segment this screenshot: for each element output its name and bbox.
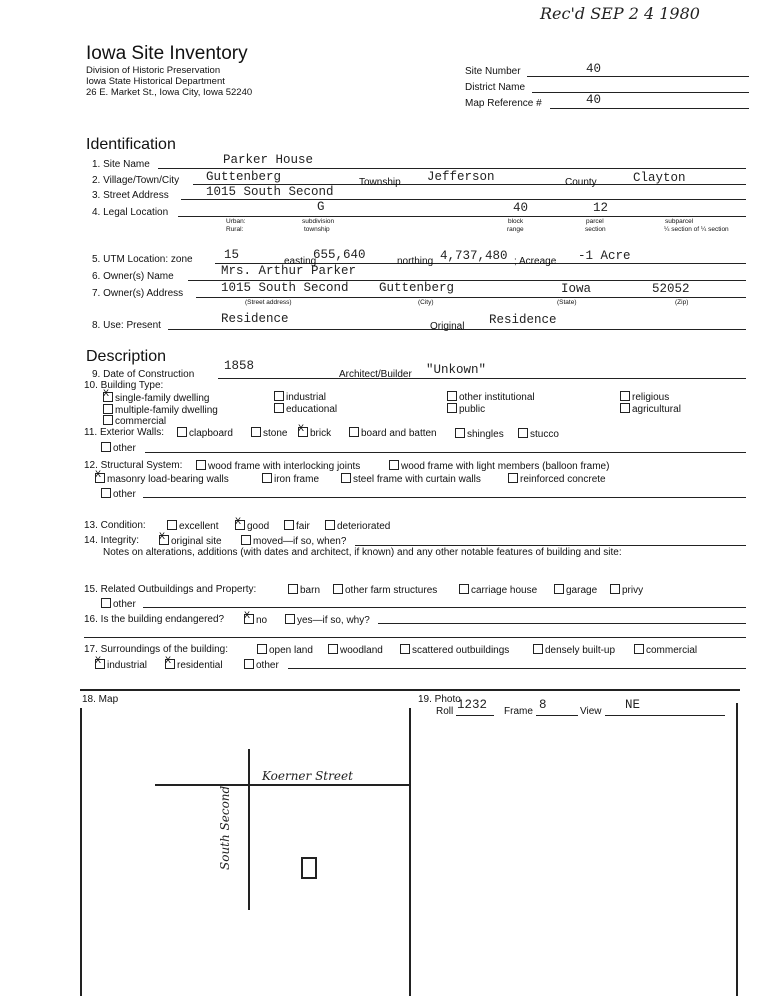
owner-city-value: Guttenberg	[379, 281, 455, 295]
block-label: block	[508, 218, 524, 225]
o-other[interactable]: other	[101, 598, 136, 610]
w-brick[interactable]: X brick	[298, 427, 331, 439]
s-masonry[interactable]: Xmasonry load-bearing walls	[95, 473, 229, 485]
other-institutional-checkbox[interactable]	[447, 391, 457, 401]
utm-zone-value: 15	[224, 248, 240, 262]
structural-other-checkbox[interactable]	[101, 488, 111, 498]
bt-single-family[interactable]: Xsingle-family dwelling	[103, 392, 209, 404]
outbuildings-label: 15. Related Outbuildings and Property:	[84, 584, 257, 595]
northing-value: 4,737,480	[440, 249, 508, 263]
state-small-label: (State)	[557, 299, 577, 306]
densely-built-up-checkbox[interactable]	[533, 644, 543, 654]
legal-parcel-value: 12	[593, 201, 609, 215]
street-address-small-label: (Street address)	[245, 299, 292, 306]
barn-checkbox[interactable]	[288, 584, 298, 594]
frame-label: Frame	[504, 706, 533, 717]
legal-subdivision-value: G	[317, 200, 325, 214]
moved-checkbox[interactable]	[241, 535, 251, 545]
quarter-section-label: ¼ section of ¼ section	[664, 226, 729, 233]
photo-label: 19. Photo	[418, 694, 461, 705]
c-fair[interactable]: fair	[284, 520, 310, 532]
s-iron-frame[interactable]: iron frame	[262, 473, 319, 485]
residential-checkbox[interactable]	[165, 659, 175, 669]
map-right-border	[409, 708, 411, 996]
commercial-checkbox[interactable]	[103, 415, 113, 425]
surroundings-other-checkbox[interactable]	[244, 659, 254, 669]
view-value: NE	[625, 698, 641, 712]
endangered-yes-checkbox[interactable]	[285, 614, 295, 624]
reinforced-concrete-checkbox[interactable]	[508, 473, 518, 483]
single-family-checkbox[interactable]	[103, 392, 113, 402]
su-commercial[interactable]: commercial	[634, 644, 697, 656]
view-label: View	[580, 706, 602, 717]
wood-light-checkbox[interactable]	[389, 460, 399, 470]
bt-commercial[interactable]: commercial	[103, 415, 166, 427]
agricultural-checkbox[interactable]	[620, 403, 630, 413]
easting-label: easting	[284, 256, 317, 267]
o-garage[interactable]: garage	[554, 584, 597, 596]
map-reference-label: Map Reference #	[465, 98, 542, 109]
o-carriage-house[interactable]: carriage house	[459, 584, 537, 596]
use-original-value: Residence	[489, 313, 557, 327]
w-stucco[interactable]: stucco	[518, 428, 559, 440]
address-line: 26 E. Market St., Iowa City, Iowa 52240	[86, 87, 253, 98]
exterior-walls-label: 11. Exterior Walls:	[84, 427, 165, 438]
public-checkbox[interactable]	[447, 403, 457, 413]
township-small-label: township	[304, 226, 330, 233]
su-scattered[interactable]: scattered outbuildings	[400, 644, 509, 656]
structural-system-label: 12. Structural System:	[84, 460, 183, 471]
site-name-value: Parker House	[223, 153, 314, 167]
subparcel-label: subparcel	[665, 218, 694, 225]
building-type-label: 10. Building Type:	[84, 380, 164, 391]
i-original-site[interactable]: X original site	[159, 535, 222, 547]
steel-frame-checkbox[interactable]	[341, 473, 351, 483]
range-label: range	[507, 226, 524, 233]
county-label: County	[565, 177, 597, 188]
bt-multiple-family[interactable]: multiple-family dwelling	[103, 404, 218, 416]
e-yes[interactable]: yes—if so, why?	[285, 614, 370, 626]
subdivision-label: subdivision	[302, 218, 335, 225]
garage-checkbox[interactable]	[554, 584, 564, 594]
su-other[interactable]: other	[244, 659, 279, 671]
w-board-batten[interactable]: board and batten	[349, 427, 437, 439]
easting-value: 655,640	[313, 248, 366, 262]
architect-label: Architect/Builder	[339, 369, 412, 380]
bt-public[interactable]: public	[447, 403, 485, 415]
construction-date-label: 9. Date of Construction	[92, 369, 195, 380]
surroundings-commercial-checkbox[interactable]	[634, 644, 644, 654]
bt-agricultural[interactable]: agricultural	[620, 403, 681, 415]
map-reference-value: 40	[586, 93, 602, 107]
township-value: Jefferson	[427, 170, 495, 184]
stucco-checkbox[interactable]	[518, 428, 528, 438]
open-land-checkbox[interactable]	[257, 644, 267, 654]
owner-name-label: 6. Owner(s) Name	[92, 271, 174, 282]
shingles-checkbox[interactable]	[455, 428, 465, 438]
carriage-house-checkbox[interactable]	[459, 584, 469, 594]
educational-checkbox[interactable]	[274, 403, 284, 413]
department-line: Iowa State Historical Department	[86, 76, 225, 87]
deteriorated-checkbox[interactable]	[325, 520, 335, 530]
o-farm-structures[interactable]: other farm structures	[333, 584, 437, 596]
owner-address-label: 7. Owner(s) Address	[92, 288, 184, 299]
scattered-outbuildings-checkbox[interactable]	[400, 644, 410, 654]
e-no[interactable]: X no	[244, 614, 267, 626]
city-small-label: (City)	[418, 299, 434, 306]
utm-label: 5. UTM Location: zone	[92, 254, 193, 265]
site-name-label: 1. Site Name	[92, 159, 150, 170]
wood-interlocking-checkbox[interactable]	[196, 460, 206, 470]
board-batten-checkbox[interactable]	[349, 427, 359, 437]
bt-other-institutional[interactable]: other institutional	[447, 391, 535, 403]
village-label: 2. Village/Town/City	[92, 175, 180, 186]
section-label: section	[585, 226, 606, 233]
county-value: Clayton	[633, 171, 686, 185]
i-moved[interactable]: moved—if so, when?	[241, 535, 346, 547]
south-second-label: South Second	[218, 785, 232, 870]
house-marker-icon	[301, 857, 317, 879]
use-present-label: 8. Use: Present	[92, 320, 161, 331]
legal-location-label: 4. Legal Location	[92, 207, 169, 218]
o-privy[interactable]: privy	[610, 584, 643, 596]
w-stone[interactable]: stone	[251, 427, 287, 439]
condition-label: 13. Condition:	[84, 520, 146, 531]
s-other[interactable]: other	[101, 488, 136, 500]
farm-structures-checkbox[interactable]	[333, 584, 343, 594]
notes-label: Notes on alterations, additions (with dates and architect, if known) and any other notable features of building and site:	[103, 547, 622, 558]
excellent-checkbox[interactable]	[167, 520, 177, 530]
legal-block-value: 40	[513, 201, 529, 215]
w-other[interactable]: other	[101, 442, 136, 454]
use-present-value: Residence	[221, 312, 289, 326]
outbuildings-other-checkbox[interactable]	[101, 598, 111, 608]
o-barn[interactable]: barn	[288, 584, 320, 596]
surroundings-label: 17. Surroundings of the building:	[84, 644, 228, 655]
received-stamp: Rec'd SEP 2 4 1980	[540, 4, 700, 23]
brick-checkbox[interactable]	[298, 427, 308, 437]
s-wood-interlocking[interactable]: wood frame with interlocking joints	[196, 460, 360, 472]
owner-state-value: Iowa	[561, 282, 592, 296]
clapboard-checkbox[interactable]	[177, 427, 187, 437]
woodland-checkbox[interactable]	[328, 644, 338, 654]
acreage-label: ; Acreage	[514, 256, 557, 267]
division-line: Division of Historic Preservation	[86, 65, 221, 76]
district-name-label: District Name	[465, 82, 526, 93]
surroundings-industrial-checkbox[interactable]	[95, 659, 105, 669]
site-number-value: 40	[586, 62, 602, 76]
masonry-checkbox[interactable]	[95, 473, 105, 483]
street-address-value: 1015 South Second	[206, 185, 334, 199]
c-deteriorated[interactable]: deteriorated	[325, 520, 390, 532]
form-title: Iowa Site Inventory	[86, 43, 248, 64]
endangered-no-checkbox[interactable]	[244, 614, 254, 624]
owner-zip-value: 52052	[652, 282, 690, 296]
industrial-checkbox[interactable]	[274, 391, 284, 401]
bt-industrial[interactable]: industrial	[274, 391, 326, 403]
parcel-label: parcel	[586, 218, 604, 225]
original-site-checkbox[interactable]	[159, 535, 169, 545]
s-steel-frame[interactable]: steel frame with curtain walls	[341, 473, 481, 485]
owner-name-value: Mrs. Arthur Parker	[221, 264, 357, 278]
integrity-label: 14. Integrity:	[84, 535, 140, 546]
su-densely[interactable]: densely built-up	[533, 644, 615, 656]
good-checkbox[interactable]	[235, 520, 245, 530]
frame-value: 8	[539, 698, 547, 712]
religious-checkbox[interactable]	[620, 391, 630, 401]
zip-small-label: (Zip)	[675, 299, 689, 306]
multiple-family-checkbox[interactable]	[103, 404, 113, 414]
koerner-street-line	[155, 784, 409, 786]
acreage-value: -1 Acre	[578, 249, 631, 263]
roll-value: 1232	[457, 698, 488, 712]
photo-right-border	[736, 703, 738, 996]
stone-checkbox[interactable]	[251, 427, 261, 437]
village-value: Guttenberg	[206, 170, 282, 184]
s-reinforced-concrete[interactable]: reinforced concrete	[508, 473, 606, 485]
c-good[interactable]: X good	[235, 520, 269, 532]
su-residential[interactable]: X residential	[165, 659, 223, 671]
map-left-border	[80, 708, 82, 996]
walls-other-checkbox[interactable]	[101, 442, 111, 452]
bt-educational[interactable]: educational	[274, 403, 337, 415]
w-clapboard[interactable]: clapboard	[177, 427, 233, 439]
description-heading: Description	[86, 348, 167, 365]
roll-label: Roll	[436, 706, 454, 717]
koerner-street-label: Koerner Street	[262, 769, 353, 783]
south-second-line	[248, 749, 250, 910]
endangered-label: 16. Is the building endangered?	[84, 614, 225, 625]
rural-label: Rural:	[226, 226, 244, 233]
street-address-label: 3. Street Address	[92, 190, 169, 201]
use-original-label: Original	[430, 321, 465, 332]
identification-heading: Identification	[86, 136, 176, 153]
construction-date-value: 1858	[224, 359, 255, 373]
urban-label: Urban:	[226, 218, 246, 225]
site-number-label: Site Number	[465, 66, 521, 77]
c-excellent[interactable]: excellent	[167, 520, 218, 532]
su-open-land[interactable]: open land	[257, 644, 313, 656]
owner-street-value: 1015 South Second	[221, 281, 349, 295]
w-shingles[interactable]: shingles	[455, 428, 504, 440]
township-label: Township	[359, 177, 401, 188]
privy-checkbox[interactable]	[610, 584, 620, 594]
su-woodland[interactable]: woodland	[328, 644, 383, 656]
northing-label: northing	[397, 256, 434, 267]
architect-value: "Unkown"	[426, 363, 487, 377]
su-industrial[interactable]: Xindustrial	[95, 659, 147, 671]
map-label: 18. Map	[82, 694, 119, 705]
bt-religious[interactable]: religious	[620, 391, 669, 403]
s-wood-light[interactable]: wood frame with light members (balloon frame)	[389, 460, 609, 472]
fair-checkbox[interactable]	[284, 520, 294, 530]
iron-frame-checkbox[interactable]	[262, 473, 272, 483]
